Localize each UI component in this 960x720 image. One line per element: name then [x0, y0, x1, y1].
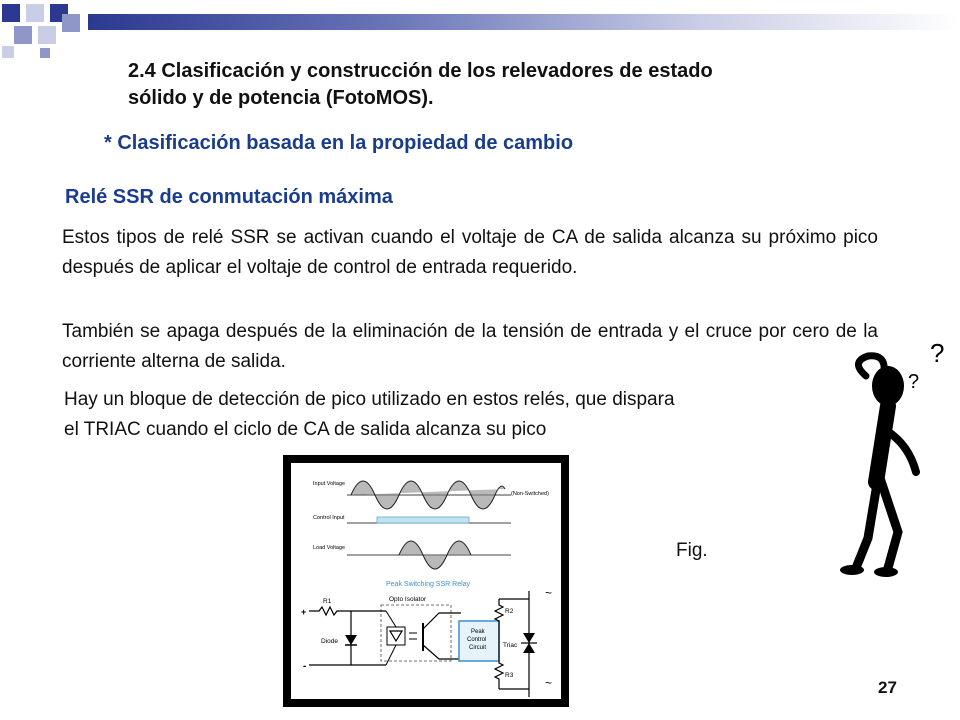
- control-input-bar: [377, 517, 469, 523]
- slide-title-line1: 2.4 Clasificación y construcción de los relevadores de estado: [128, 60, 713, 82]
- r3-label: R3: [505, 672, 514, 679]
- ac-bottom-symbol: ~: [545, 676, 553, 690]
- ssr-diagram-svg: [291, 463, 561, 699]
- peak-label-line2: Control: [467, 637, 487, 643]
- ac-top-symbol: ~: [545, 586, 553, 600]
- peak-label-line3: Circuit: [469, 645, 487, 651]
- header-gradient-bar: [88, 14, 960, 30]
- paragraph-3: [64, 385, 854, 445]
- r2-label: R2: [505, 608, 514, 615]
- relay-title: Peak Switching SSR Relay: [386, 581, 471, 588]
- slide-subtitle: * Clasificación basada en la propiedad de cambio: [104, 132, 574, 154]
- svg-text:?: ?: [930, 338, 945, 368]
- thinking-stickman-illustration: [838, 332, 960, 578]
- input-voltage-label: Input Voltage: [313, 481, 346, 487]
- paragraph-2: También se apaga después de la eliminación de la tensión de entrada y el cruce por cero de la corriente alterna de salida.: [62, 321, 878, 372]
- ssr-diagram-figure: [283, 455, 569, 707]
- load-voltage-label: Load Voltage: [313, 545, 346, 551]
- paragraph-1: Estos tipos de relé SSR se activan cuando el voltaje de CA de salida alcanza su próximo pico después de aplicar el voltaje de control de entrada requerido.: [62, 227, 878, 278]
- slide-title: [128, 58, 888, 112]
- slide-title-line2: sólido y de potencia (FotoMOS).: [128, 87, 434, 109]
- svg-text:?: ?: [908, 371, 920, 393]
- plus-sign: +: [301, 607, 307, 617]
- figure-label: Fig.: [676, 540, 708, 561]
- diode-label: Diode: [321, 638, 338, 645]
- paragraph-3-line2: el TRIAC cuando el ciclo de CA de salida alcanza su pico: [64, 419, 547, 440]
- opto-isolator-label: Opto Isolator: [389, 596, 427, 603]
- diode-symbol: [345, 635, 357, 645]
- triac-label: Triac: [503, 642, 518, 649]
- load-voltage-wave: [399, 541, 471, 569]
- triac-symbol: [523, 633, 535, 643]
- peak-label-line1: Peak: [471, 629, 485, 635]
- control-input-label: Control Input: [313, 515, 345, 521]
- led-symbol: [390, 631, 402, 641]
- page-number: 27: [878, 678, 897, 697]
- minus-sign: -: [303, 661, 307, 672]
- r1-label: R1: [323, 598, 332, 605]
- corner-squares-decoration: [0, 0, 150, 60]
- paragraph-3-line1: Hay un bloque de detección de pico utilizado en estos relés, que dispara: [64, 389, 675, 410]
- section-heading: Relé SSR de conmutación máxima: [65, 186, 393, 208]
- non-switched-label: (Non-Switched): [511, 491, 549, 497]
